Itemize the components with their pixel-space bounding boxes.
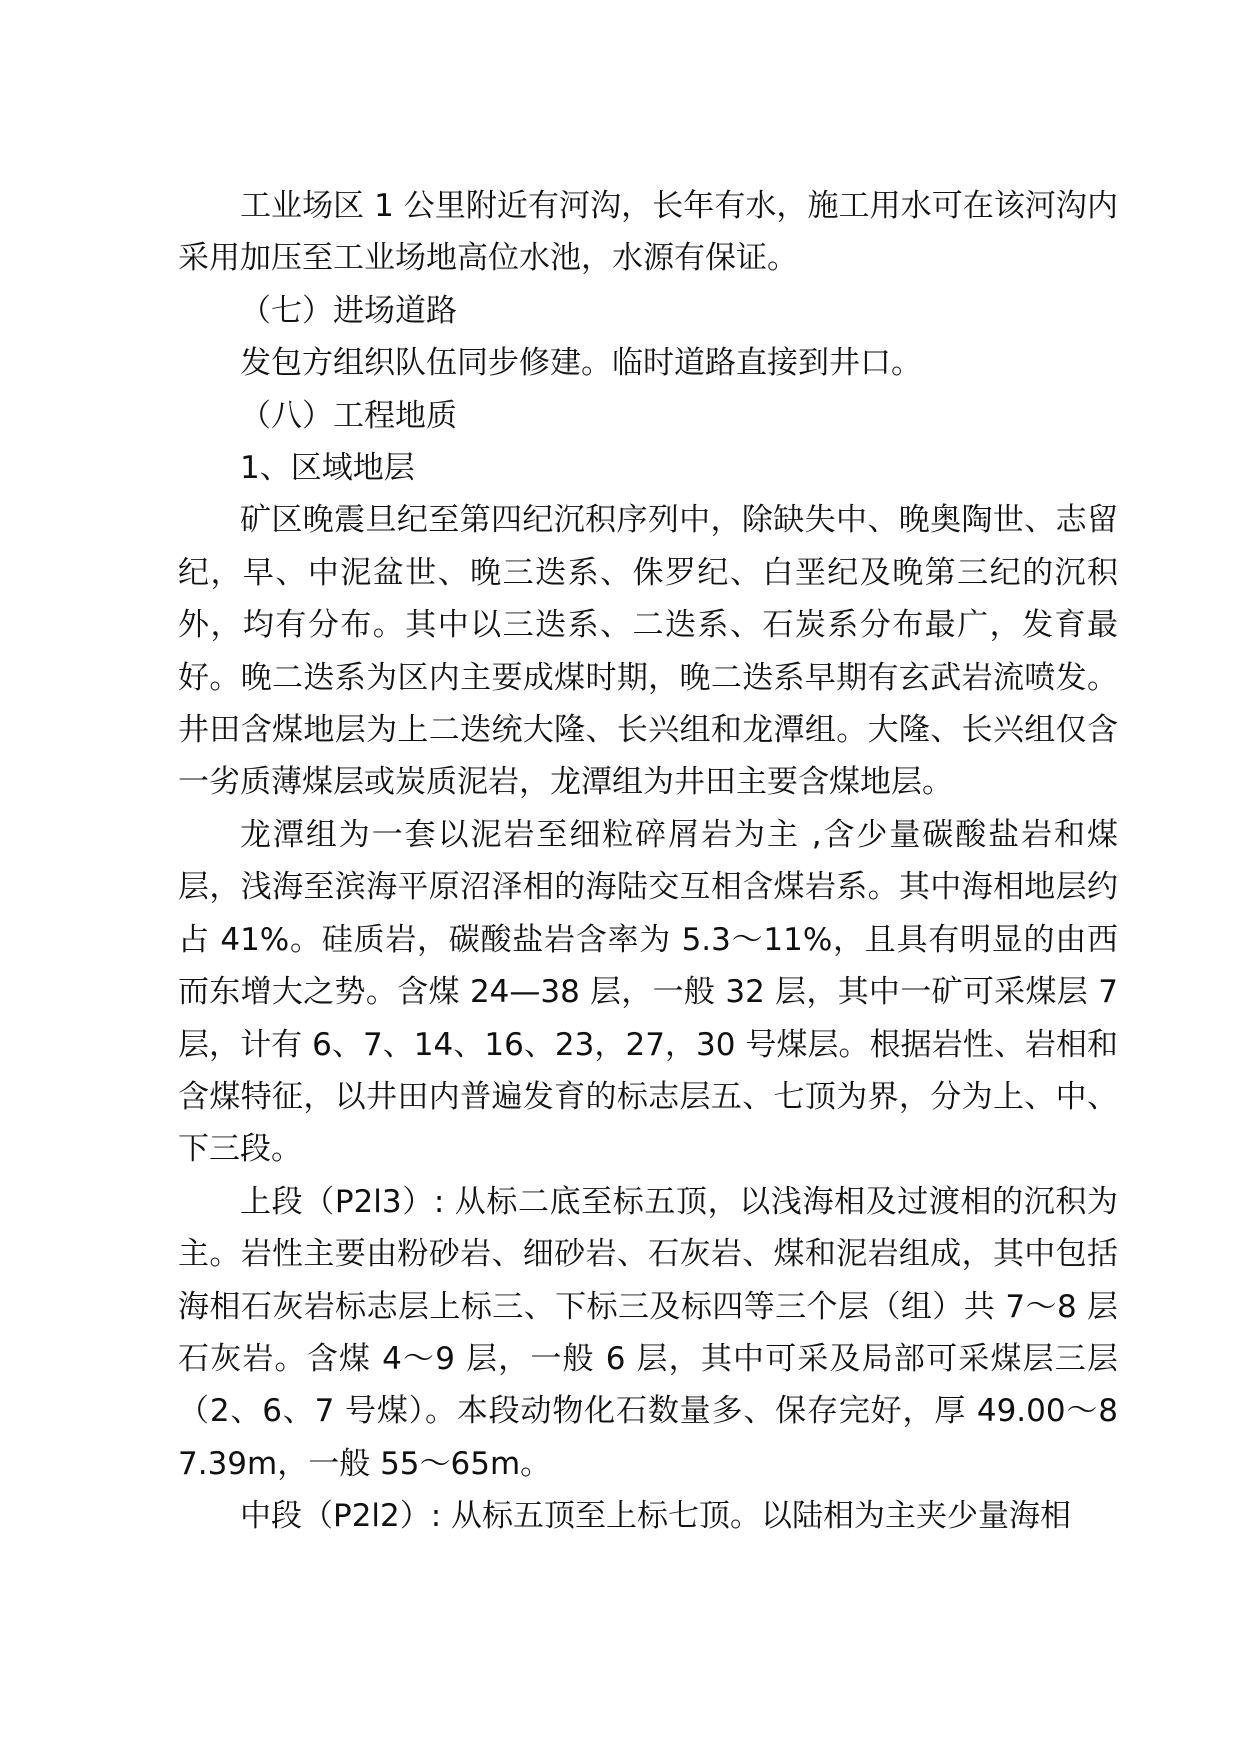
heading-access-road: （七）进场道路	[240, 292, 457, 329]
heading-regional-strata: 1、区域地层	[240, 450, 415, 487]
paragraph-longtan-formation: 龙潭组为一套以泥岩至细粒碎屑岩为主 ,含少量碳酸盐岩和煤层，浅海至滨海平原沼泽相的海陆交互相含煤岩系。其中海相地层约占 41%。硅质岩，碳酸盐岩含率为 5.3～11%，且具有明显的由西而东增大之势。含煤 24—38 层，一般 32 层，其中一矿可采煤层 7 层，计有 6、7、14、16、23，27，30 号煤层。根据岩性、岩相和含煤特征，以井田内普遍发育的标志层五、七顶为界，分为上、中、下三段。	[178, 816, 1118, 1168]
paragraph-upper-member: 上段（P2l3）: 从标二底至标五顶，以浅海相及过渡相的沉积为主。岩性主要由粉砂岩、细砂岩、石灰岩、煤和泥岩组成，其中包括海相石灰岩标志层上标三、下标三及标四等三个层（组）共 7～8 层石灰岩。含煤 4～9 层，一般 6 层，其中可采及局部可采煤层三层（2、6、7 号煤）。本段动物化石数量多、保存完好，厚 49.00～87.39m，一般 55～65m。	[178, 1183, 1118, 1482]
document-body	[178, 180, 1118, 1543]
paragraph-water-supply: 工业场区 1 公里附近有河沟，长年有水，施工用水可在该河沟内采用加压至工业场地高位水池，水源有保证。	[178, 188, 1118, 277]
heading-engineering-geology: （八）工程地质	[240, 397, 457, 434]
paragraph-access-road: 发包方组织队伍同步修建。临时道路直接到井口。	[240, 345, 922, 382]
paragraph-regional-strata: 矿区晚震旦纪至第四纪沉积序列中，除缺失中、晚奥陶世、志留纪，早、中泥盆世、晚三迭系、侏罗纪、白垩纪及晚第三纪的沉积外，均有分布。其中以三迭系、二迭系、石炭系分布最广，发育最好。晚二迭系为区内主要成煤时期，晚二迭系早期有玄武岩流喷发。井田含煤地层为上二迭统大隆、长兴组和龙潭组。大隆、长兴组仅含一劣质薄煤层或炭质泥岩，龙潭组为井田主要含煤地层。	[178, 502, 1118, 801]
paragraph-middle-member: 中段（P2l2）: 从标五顶至上标七顶。以陆相为主夹少量海相	[240, 1498, 1072, 1535]
